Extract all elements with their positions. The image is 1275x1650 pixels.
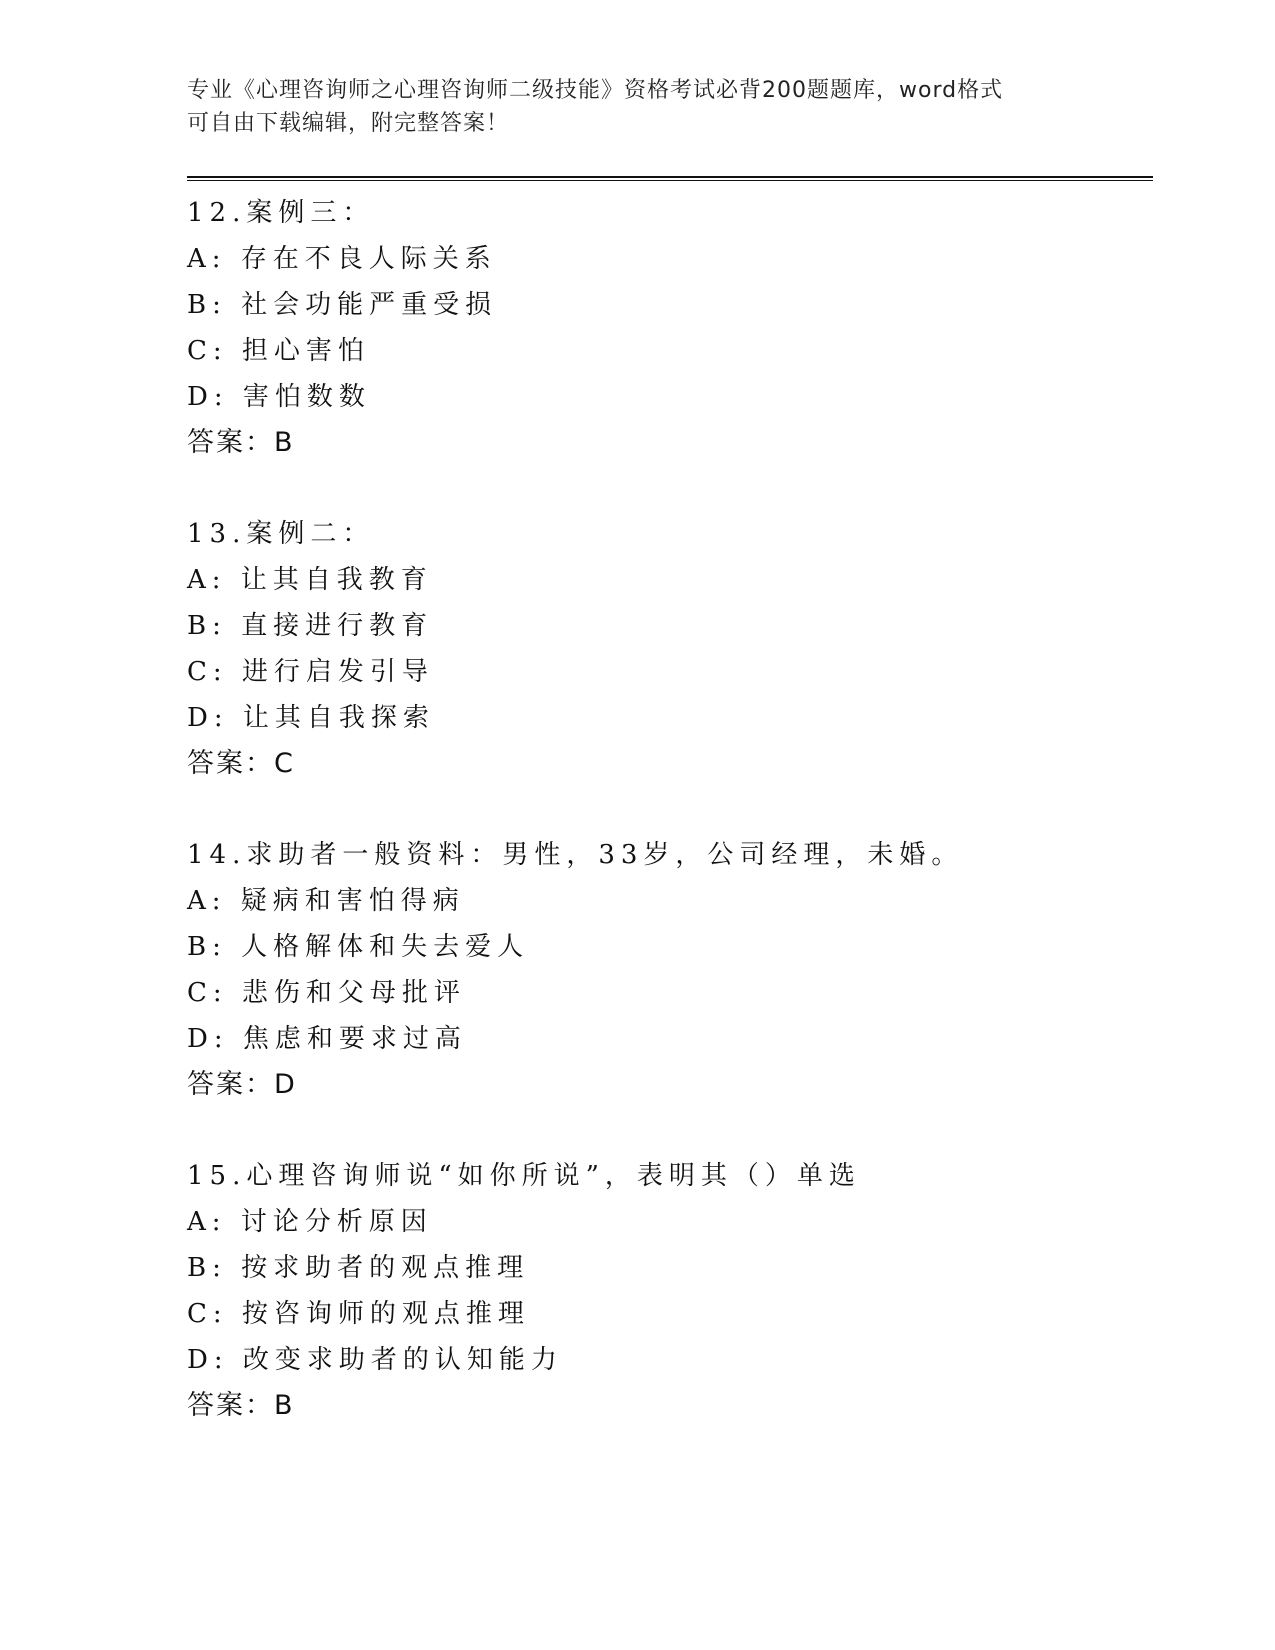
answer-line: 答案：B (187, 1390, 295, 1421)
option-a: A: 让其自我教育 (187, 565, 433, 595)
option-d: D: 改变求助者的认知能力 (187, 1345, 563, 1375)
question-13 (187, 511, 1147, 787)
question-stem: 13.案例二： (187, 519, 375, 549)
option-b: B: 直接进行教育 (187, 611, 434, 641)
option-c: C: 悲伤和父母批评 (187, 978, 466, 1008)
question-14 (187, 832, 1147, 1108)
header-line-2: 可自由下载编辑，附完整答案！ (187, 111, 510, 136)
option-d: D: 焦虑和要求过高 (187, 1024, 467, 1054)
question-stem: 15.心理咨询师说“如你所说”，表明其（）单选 (187, 1161, 861, 1191)
question-list (187, 190, 1147, 1474)
question-15 (187, 1153, 1147, 1429)
question-stem: 12.案例三： (187, 198, 375, 228)
option-b: B: 按求助者的观点推理 (187, 1253, 530, 1283)
question-12 (187, 190, 1147, 466)
answer-line: 答案：D (187, 1069, 297, 1100)
option-b: B: 人格解体和失去爱人 (187, 932, 530, 962)
option-a: A: 存在不良人际关系 (187, 244, 497, 274)
option-a: A: 疑病和害怕得病 (187, 886, 465, 916)
question-stem: 14.求助者一般资料：男性，33岁，公司经理，未婚。 (187, 840, 964, 870)
option-a: A: 讨论分析原因 (187, 1207, 433, 1237)
header-divider (187, 176, 1153, 181)
header-line-1: 专业《心理咨询师之心理咨询师二级技能》资格考试必背200题题库，word格式 (187, 78, 1004, 103)
option-c: C: 担心害怕 (187, 336, 370, 366)
option-c: C: 按咨询师的观点推理 (187, 1299, 530, 1329)
option-b: B: 社会功能严重受损 (187, 290, 498, 320)
option-d: D: 害怕数数 (187, 382, 371, 412)
answer-line: 答案：B (187, 427, 295, 458)
option-c: C: 进行启发引导 (187, 657, 434, 687)
answer-line: 答案：C (187, 748, 295, 779)
document-header (187, 74, 1087, 140)
option-d: D: 让其自我探索 (187, 703, 435, 733)
